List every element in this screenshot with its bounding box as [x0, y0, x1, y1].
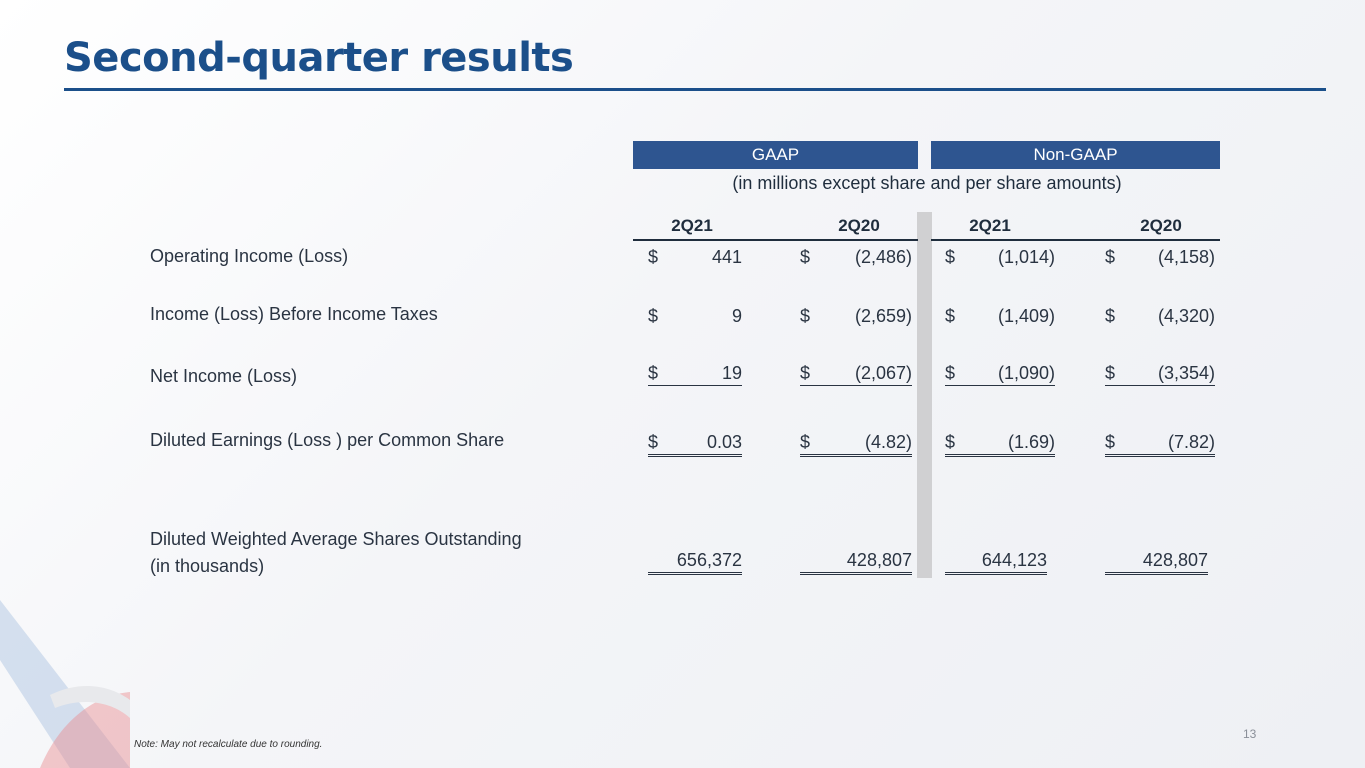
cell-pretax-gaap-2q21: $ 9	[648, 306, 742, 326]
cell-eps-nongaap-2q20: $ (7.82)	[1105, 430, 1215, 457]
column-header-gaap-2q21: 2Q21 2Q20	[633, 216, 918, 241]
row-label-operating-income: Operating Income (Loss)	[150, 246, 349, 266]
cell-pretax-nongaap-2q21: $ (1,409)	[945, 306, 1055, 326]
row-label-diluted-shares-line2: (in thousands)	[150, 556, 265, 576]
column-header-non-gaap: 2Q21 2Q20	[931, 216, 1220, 241]
cell-eps-gaap-2q21: $ 0.03	[648, 430, 742, 457]
cell-net-income-nongaap-2q20: $ (3,354)	[1105, 361, 1215, 386]
row-label-net-income: Net Income (Loss)	[150, 366, 298, 386]
footnote: Note: May not recalculate due to rounding.	[134, 739, 323, 750]
cell-eps-nongaap-2q21: $ (1.69)	[945, 430, 1055, 457]
cell-shares-nongaap-2q21: 644,123	[945, 548, 1047, 575]
gaap-non-gaap-divider	[917, 212, 932, 578]
cell-eps-gaap-2q20: $ (4.82)	[800, 430, 912, 457]
cell-net-income-nongaap-2q21: $ (1,090)	[945, 361, 1055, 386]
cell-operating-income-nongaap-2q21: $ (1,014)	[945, 247, 1055, 267]
row-label-diluted-shares	[150, 526, 522, 580]
cell-net-income-gaap-2q21: $ 19	[648, 361, 742, 386]
cell-operating-income-gaap-2q20: $ (2,486)	[800, 247, 912, 267]
cell-operating-income-nongaap-2q20: $ (4,158)	[1105, 247, 1215, 267]
row-label-diluted-shares-line1: Diluted Weighted Average Shares Outstanding	[150, 529, 522, 549]
cell-shares-nongaap-2q20: 428,807	[1105, 548, 1208, 575]
row-label-income-before-taxes: Income (Loss) Before Income Taxes	[150, 304, 438, 324]
cell-pretax-nongaap-2q20: $ (4,320)	[1105, 306, 1215, 326]
cell-shares-gaap-2q21: 656,372	[648, 548, 742, 575]
units-subtitle: (in millions except share and per share amounts)	[732, 173, 1122, 193]
cell-pretax-gaap-2q20: $ (2,659)	[800, 306, 912, 326]
row-label-diluted-eps: Diluted Earnings (Loss ) per Common Share	[150, 430, 505, 450]
page-title: Second-quarter results	[64, 35, 574, 81]
title-underline	[64, 88, 1326, 91]
cell-operating-income-gaap-2q21: $ 441	[648, 247, 742, 267]
non-gaap-header: Non-GAAP	[931, 141, 1220, 169]
page-number: 13	[1243, 727, 1257, 741]
cell-net-income-gaap-2q20: $ (2,067)	[800, 361, 912, 386]
gaap-header: GAAP	[633, 141, 918, 169]
cell-shares-gaap-2q20: 428,807	[800, 548, 912, 575]
